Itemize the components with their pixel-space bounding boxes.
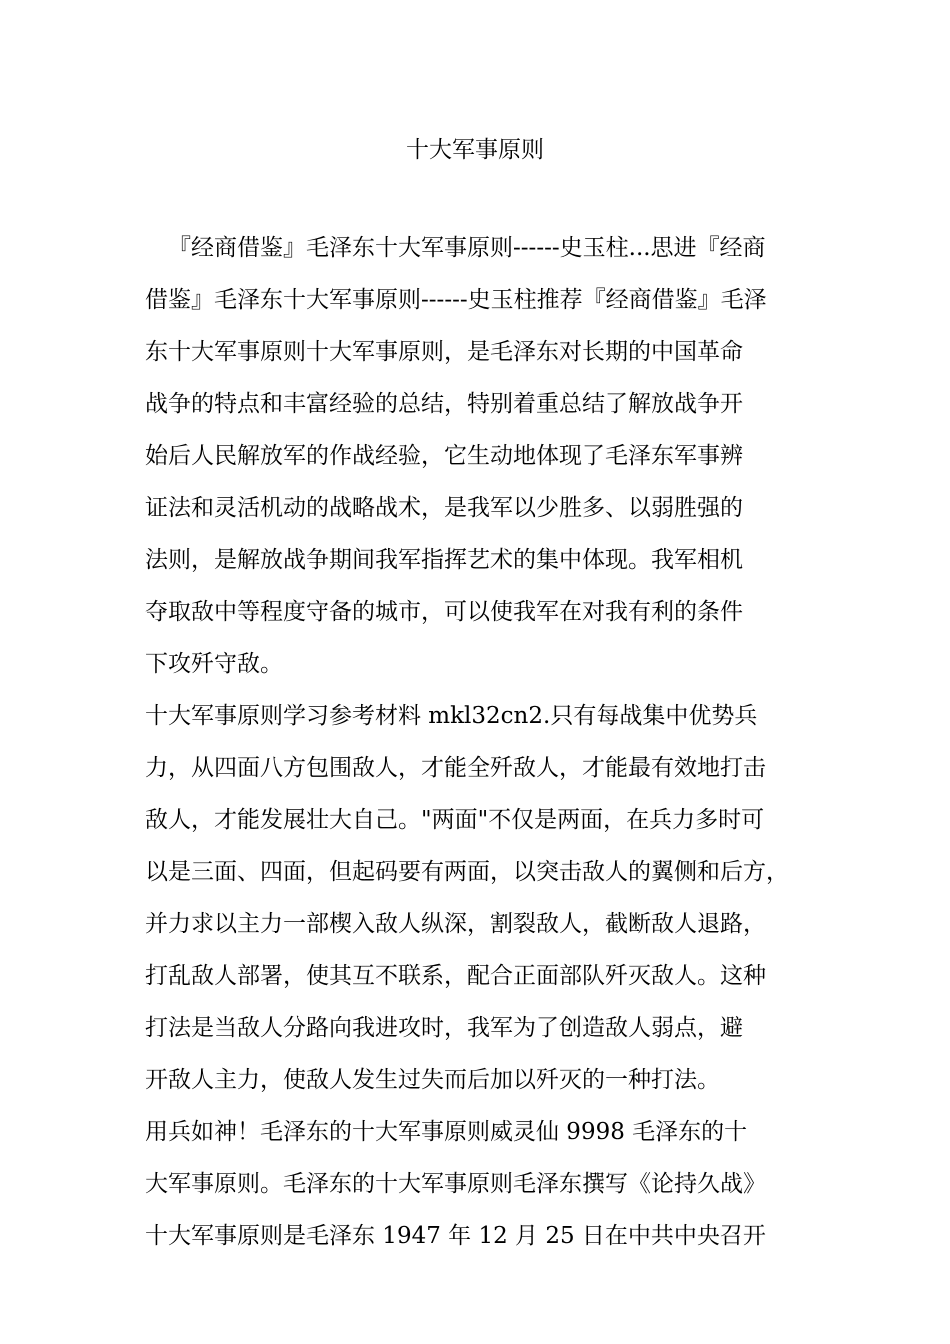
text-line: 借鉴』毛泽东十大军事原则------史玉柱推荐『经商借鉴』毛泽 bbox=[145, 287, 767, 313]
text-line: 『经商借鉴』毛泽东十大军事原则------史玉柱...思进『经商 bbox=[168, 235, 766, 261]
text-line: 法则，是解放战争期间我军指挥艺术的集中体现。我军相机 bbox=[145, 547, 743, 573]
text-line: 下攻歼守敌。 bbox=[145, 651, 283, 677]
text-line: 敌人，才能发展壮大自己。"两面"不仅是两面，在兵力多时可 bbox=[145, 807, 765, 833]
text-line: 打乱敌人部署，使其互不联系，配合正面部队歼灭敌人。这种 bbox=[145, 963, 766, 989]
text-line: 并力求以主力一部楔入敌人纵深，割裂敌人，截断敌人退路， bbox=[145, 911, 766, 937]
text-line: 始后人民解放军的作战经验，它生动地体现了毛泽东军事辨 bbox=[145, 443, 743, 469]
text-line: 以是三面、四面，但起码要有两面，以突击敌人的翼侧和后方， bbox=[145, 859, 789, 885]
text-line: 大军事原则。毛泽东的十大军事原则毛泽东撰写《论持久战》 bbox=[145, 1171, 766, 1197]
text-line: 东十大军事原则十大军事原则，是毛泽东对长期的中国革命 bbox=[145, 339, 743, 365]
text-line: 夺取敌中等程度守备的城市，可以使我军在对我有利的条件 bbox=[145, 599, 743, 625]
text-line: 打法是当敌人分路向我进攻时，我军为了创造敌人弱点，避 bbox=[145, 1015, 743, 1041]
text-line: 十大军事原则学习参考材料 mkl32cn2.只有每战集中优势兵 bbox=[145, 703, 758, 729]
document-body bbox=[145, 222, 813, 1262]
text-line: 力，从四面八方包围敌人，才能全歼敌人，才能最有效地打击 bbox=[145, 755, 766, 781]
text-line: 战争的特点和丰富经验的总结，特别着重总结了解放战争开 bbox=[145, 391, 743, 417]
document-title: 十大军事原则 bbox=[406, 137, 544, 163]
text-line: 用兵如神！毛泽东的十大军事原则威灵仙 9998 毛泽东的十 bbox=[145, 1119, 748, 1145]
text-line: 证法和灵活机动的战略战术，是我军以少胜多、以弱胜强的 bbox=[145, 495, 743, 521]
text-line: 十大军事原则是毛泽东 1947 年 12 月 25 日在中共中央召开 bbox=[145, 1223, 766, 1249]
text-line: 开敌人主力，使敌人发生过失而后加以歼灭的一种打法。 bbox=[145, 1067, 720, 1093]
